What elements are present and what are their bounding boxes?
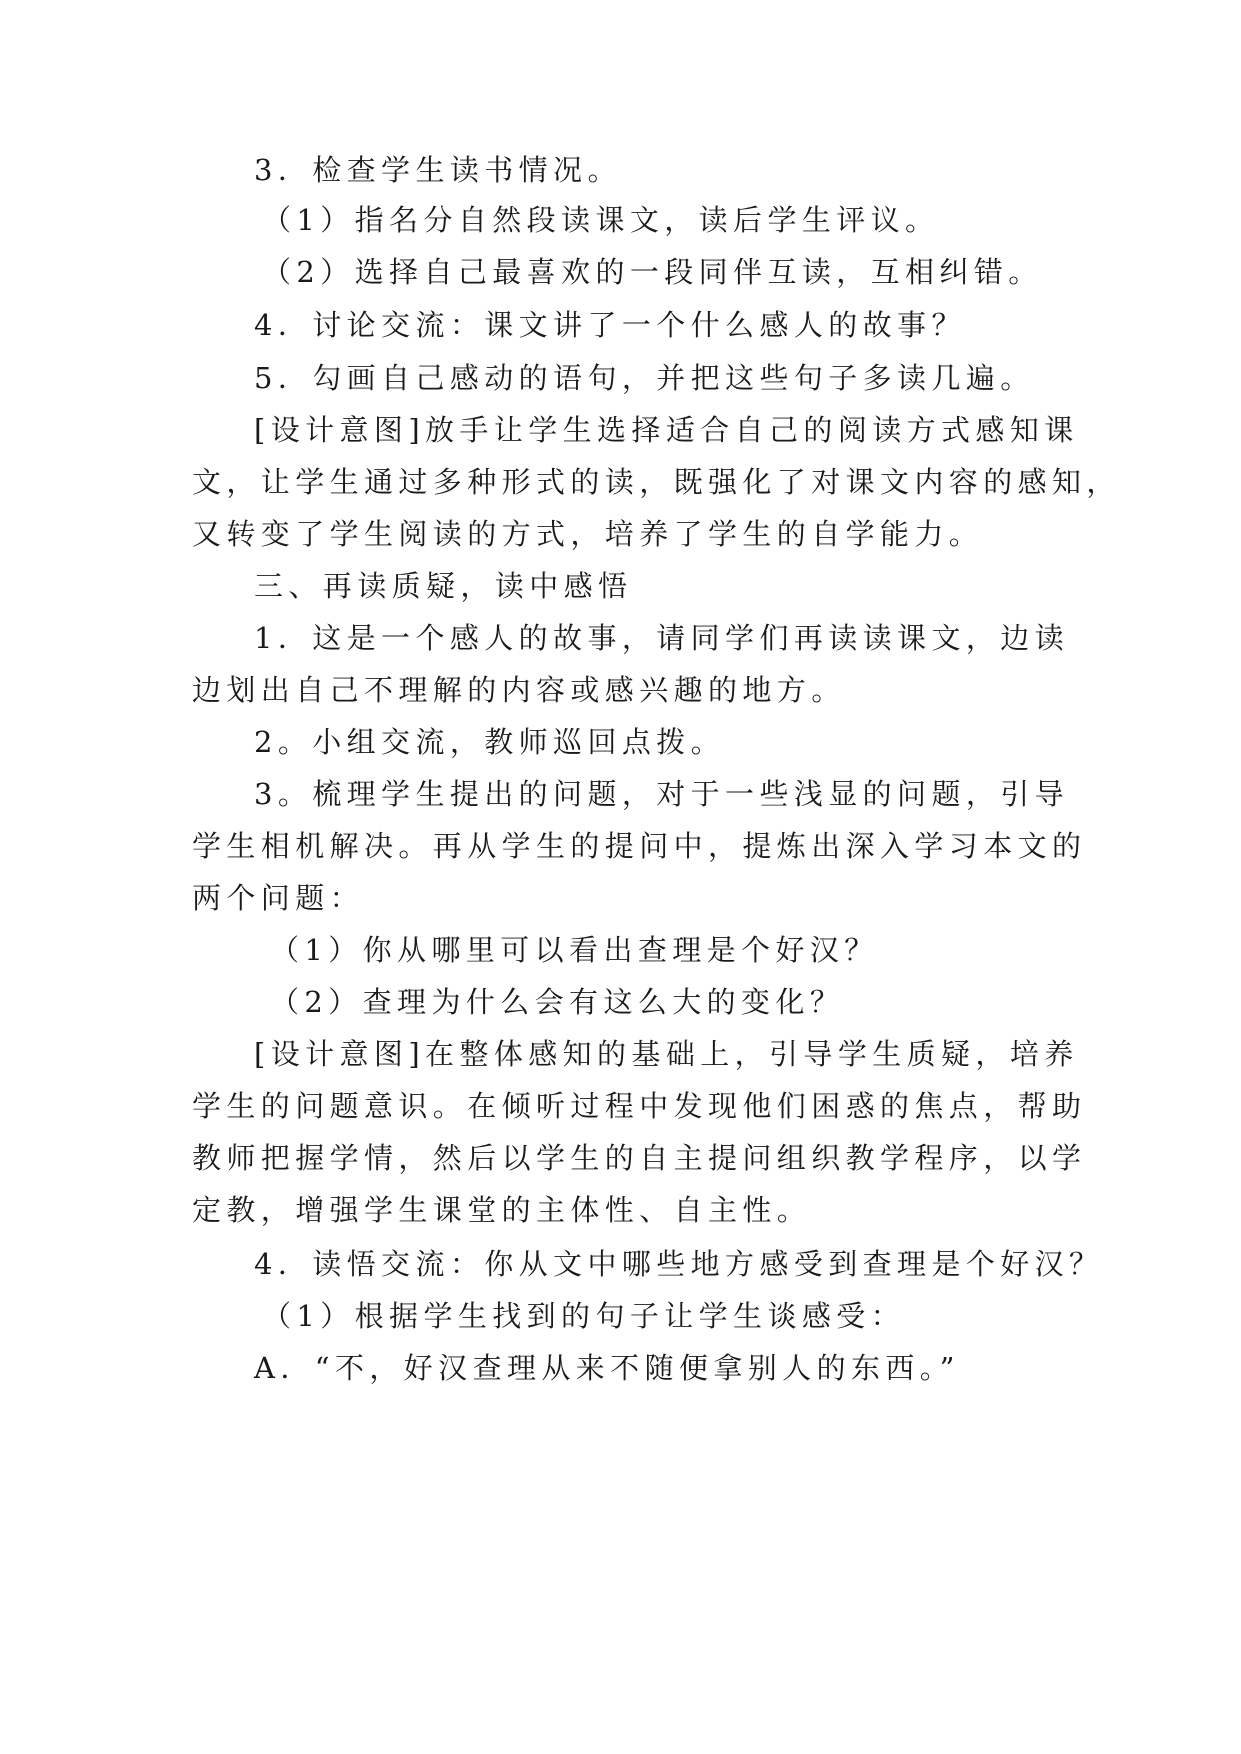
design-intent-paragraph-1-line-3: 又转变了学生阅读的方式，培养了学生的自学能力。 bbox=[192, 517, 984, 551]
item-4-reading-exchange: 4．读悟交流：你从文中哪些地方感受到查理是个好汉？ bbox=[254, 1247, 1104, 1281]
item-1-reread: 1．这是一个感人的故事，请同学们再读读课文，边读 bbox=[254, 621, 1070, 655]
item-3-check-reading: 3．检查学生读书情况。 bbox=[254, 153, 622, 187]
sub-item-1: （1）指名分自然段读课文，读后学生评议。 bbox=[262, 203, 940, 237]
design-intent-paragraph-2-line-4: 定教，增强学生课堂的主体性、自主性。 bbox=[192, 1193, 812, 1227]
question-2: （2）查理为什么会有这么大的变化？ bbox=[270, 985, 845, 1019]
design-intent-paragraph-2-line-2: 学生的问题意识。在倾听过程中发现他们困惑的焦点，帮助 bbox=[192, 1089, 1087, 1123]
design-intent-paragraph-1: [设计意图]放手让学生选择适合自己的阅读方式感知课 bbox=[254, 413, 1079, 447]
section-heading-3: 三、再读质疑，读中感悟 bbox=[254, 569, 633, 603]
item-3-sort-questions-line-2: 学生相机解决。再从学生的提问中，提炼出深入学习本文的 bbox=[192, 829, 1087, 863]
design-intent-paragraph-2: [设计意图]在整体感知的基础上，引导学生质疑，培养 bbox=[254, 1037, 1079, 1071]
item-3-sort-questions: 3。梳理学生提出的问题，对于一些浅显的问题，引导 bbox=[254, 777, 1070, 811]
design-intent-paragraph-2-line-3: 教师把握学情，然后以学生的自主提问组织教学程序，以学 bbox=[192, 1141, 1087, 1175]
item-3-sort-questions-line-3: 两个问题： bbox=[192, 881, 365, 915]
sub-item-share-feelings: （1）根据学生找到的句子让学生谈感受： bbox=[262, 1299, 906, 1333]
item-4-discussion: 4．讨论交流：课文讲了一个什么感人的故事？ bbox=[254, 308, 966, 342]
question-1: （1）你从哪里可以看出查理是个好汉？ bbox=[270, 933, 879, 967]
item-1-reread-line-2: 边划出自己不理解的内容或感兴趣的地方。 bbox=[192, 673, 846, 707]
item-2-group-discussion: 2。小组交流，教师巡回点拨。 bbox=[254, 725, 726, 759]
item-5-mark-sentences: 5．勾画自己感动的语句，并把这些句子多读几遍。 bbox=[254, 361, 1035, 395]
quote-a: A．“不，好汉查理从来不随便拿别人的东西。” bbox=[254, 1351, 960, 1385]
sub-item-2: （2）选择自己最喜欢的一段同伴互读，互相纠错。 bbox=[262, 255, 1043, 289]
design-intent-paragraph-1-line-2: 文，让学生通过多种形式的读，既强化了对课文内容的感知， bbox=[192, 465, 1121, 499]
